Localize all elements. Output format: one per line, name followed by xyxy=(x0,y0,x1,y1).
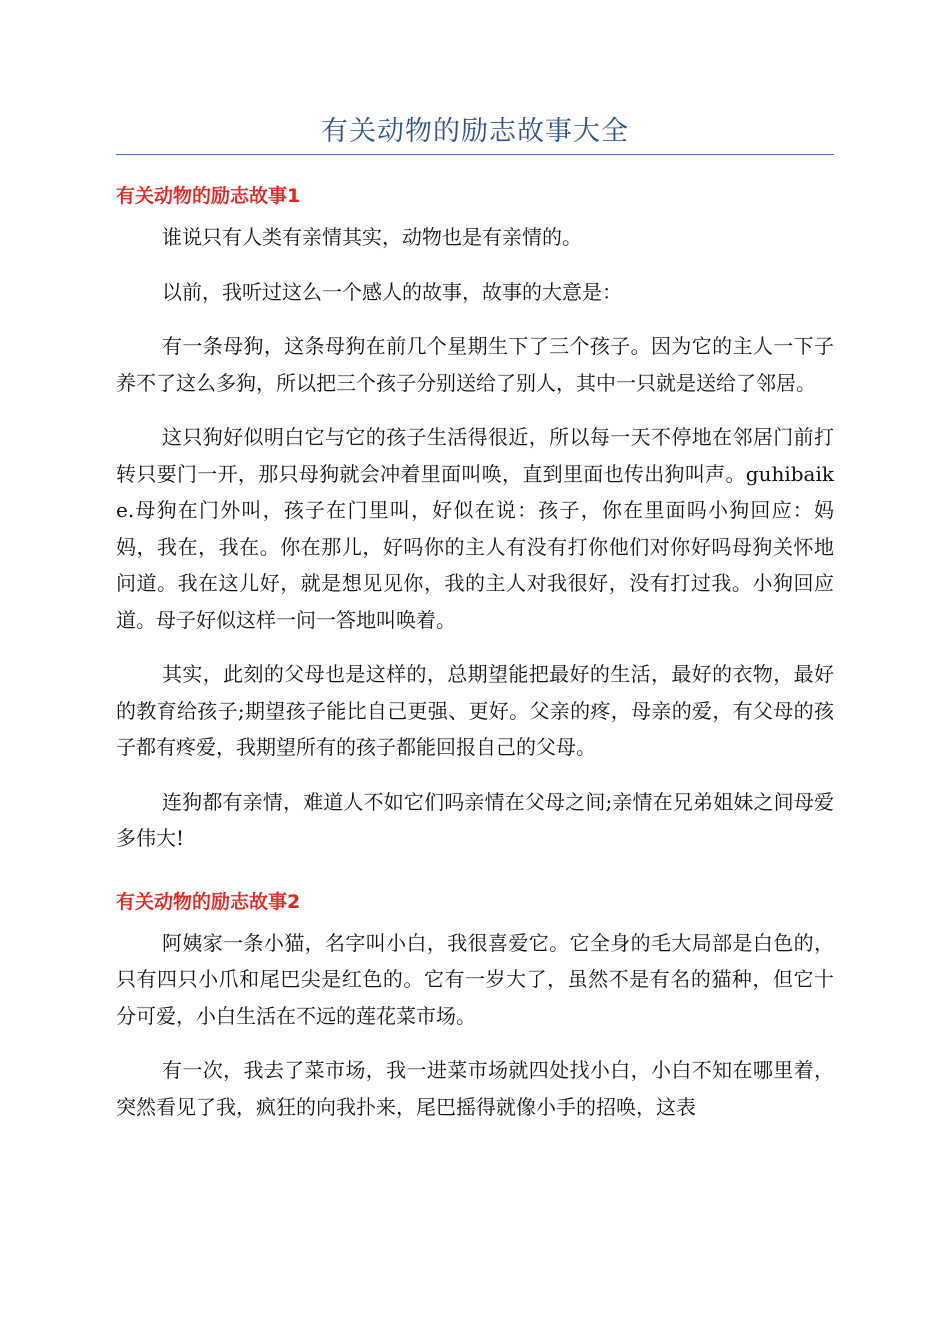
section-heading-1: 有关动物的励志故事1 xyxy=(116,185,301,207)
section-heading-2: 有关动物的励志故事2 xyxy=(116,890,301,913)
paragraph: 连狗都有亲情，难道人不如它们吗亲情在父母之间;亲情在兄弟姐妹之间母爱多伟大! xyxy=(116,789,834,850)
paragraph: 阿姨家一条小猫，名字叫小白，我很喜爱它。它全身的毛大局部是白色的，只有四只小爪和尾巴尖是红色的。它有一岁大了，虽然不是有名的猫种，但它十分可爱，小白生活在不远的莲花菜市场。 xyxy=(116,930,834,1028)
paragraph: 这只狗好似明白它与它的孩子生活得很近，所以每一天不停地在邻居门前打转只要门一开，那只母狗就会冲着里面叫唤，直到里面也传出狗叫声。guhibaike.母狗在门外叫，孩子在门里叫，好似在说：孩子，你在里面吗小狗回应：妈妈，我在，我在。你在那儿，好吗你的主人有没有打你他们对你好吗母狗关怀地问道。我在这儿好，就是想见见你，我的主人对我很好，没有打过我。小狗回应道。母子好似这样一问一答地叫唤着。 xyxy=(116,425,834,632)
paragraph: 以前，我听过这么一个感人的故事，故事的大意是： xyxy=(162,279,622,304)
document-title: 有关动物的励志故事大全 xyxy=(321,116,629,147)
paragraph: 有一条母狗，这条母狗在前几个星期生下了三个孩子。因为它的主人一下子养不了这么多狗，所以把三个孩子分别送给了别人，其中一只就是送给了邻居。 xyxy=(116,334,834,395)
document-page xyxy=(116,0,834,1125)
paragraph: 其实，此刻的父母也是这样的，总期望能把最好的生活，最好的衣物，最好的教育给孩子;期望孩子能比自己更强、更好。父亲的疼，母亲的爱，有父母的孩子都有疼爱，我期望所有的孩子都能回报自己的父母。 xyxy=(116,662,834,759)
paragraph: 谁说只有人类有亲情其实，动物也是有亲情的。 xyxy=(162,225,582,249)
paragraph: 有一次，我去了菜市场，我一进菜市场就四处找小白，小白不知在哪里着，突然看见了我，疯狂的向我扑来，尾巴摇得就像小手的招唤，这表 xyxy=(116,1058,834,1119)
title-underline xyxy=(116,154,834,155)
